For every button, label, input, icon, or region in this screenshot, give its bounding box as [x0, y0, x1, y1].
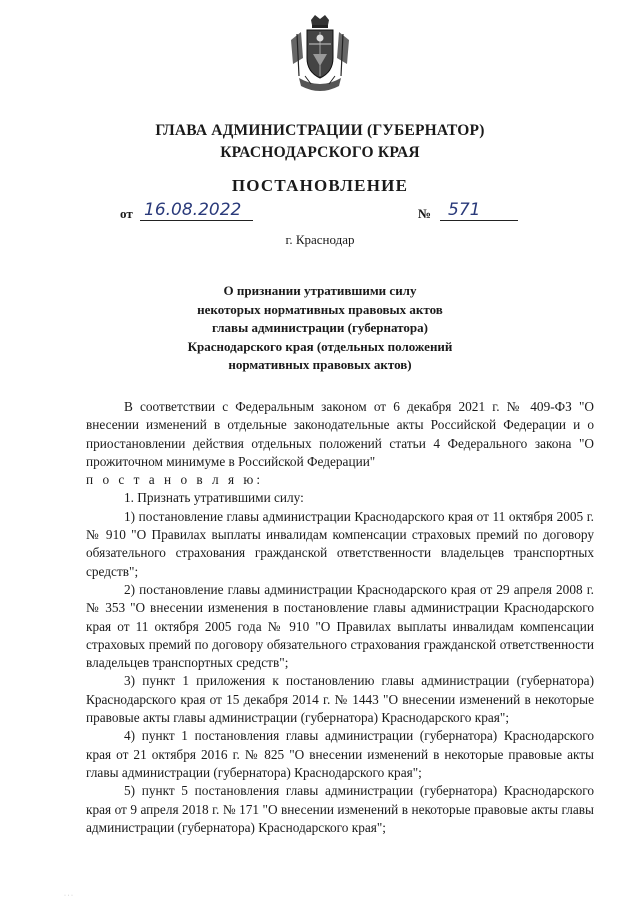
authority-title-line1: ГЛАВА АДМИНИСТРАЦИИ (ГУБЕРНАТОР) [155, 122, 485, 139]
subject-line: О признании утратившими силу [223, 283, 417, 298]
subject-line: некоторых нормативных правовых актов [197, 301, 443, 317]
intro-paragraph: В соответствии с Федеральным законом от 6 декабря 2021 г. № 409-ФЗ "О внесении изменений в отдельные законодательные акты Российской Федерации и о приостановлении действия отдельных положений статьи 4 Федерального закона "О прожиточном минимуме в Российской Федерации" [86, 399, 594, 469]
decree-word: п о с т а н о в л я ю: [86, 472, 264, 488]
authority-title-line2: КРАСНОДАРСКОГО КРАЯ [220, 144, 420, 161]
scan-mark: · · · [64, 893, 73, 899]
subject-line: главы администрации (губернатора) [212, 320, 428, 335]
document-body [86, 398, 594, 837]
date-value: 16.08.2022 [144, 200, 242, 220]
document-subject [150, 282, 490, 375]
coat-of-arms-icon [285, 14, 355, 98]
list-item: 2) постановление главы администрации Краснодарского края от 29 апреля 2008 г. № 353 "О внесении изменения в постановление главы администрации Краснодарского края от 11 октября 2005 года № 910 "О Правилах выплаты инвалидам компенсации страховых премий по договору обязательного страхования гражданской ответственности владельцев транспортных средств"; [86, 581, 594, 671]
subject-line: нормативных правовых актов) [228, 357, 412, 372]
list-item: 5) пункт 5 постановления главы администрации (губернатора) Краснодарского края от 9 апреля 2018 г. № 171 "О внесении изменений в некоторые правовые акты главы администрации (губернатора) Краснодарского края"; [86, 783, 594, 835]
subject-line: Краснодарского края (отдельных положений [187, 338, 453, 354]
number-label: № [418, 206, 432, 221]
date-underline [140, 220, 253, 221]
list-item: 1) постановление главы администрации Краснодарского края от 11 октября 2005 г. № 910 "О Правилах выплаты инвалидам компенсации страховых премий по договору обязательного страхования гражданской ответственности владельцев транспортных средств"; [86, 508, 594, 579]
document-type: ПОСТАНОВЛЕНИЕ [231, 176, 409, 195]
item-heading: 1. Признать утратившими силу: [124, 490, 304, 506]
list-item: 4) пункт 1 постановления главы администрации (губернатора) Краснодарского края от 21 октября 2016 г. № 825 "О внесении изменений в некоторые правовые акты главы администрации (губернатора) Краснодарского края"; [86, 728, 594, 780]
list-item: 3) пункт 1 приложения к постановлению главы администрации (губернатора) Краснодарского края от 15 декабря 2014 г. № 1443 "О внесении изменений в некоторые правовые акты главы администрации (губернатора) Краснодарского края"; [86, 673, 594, 726]
number-underline [440, 220, 518, 221]
number-value: 571 [448, 200, 481, 220]
city: г. Краснодар [285, 232, 355, 247]
date-label: от [120, 206, 133, 221]
